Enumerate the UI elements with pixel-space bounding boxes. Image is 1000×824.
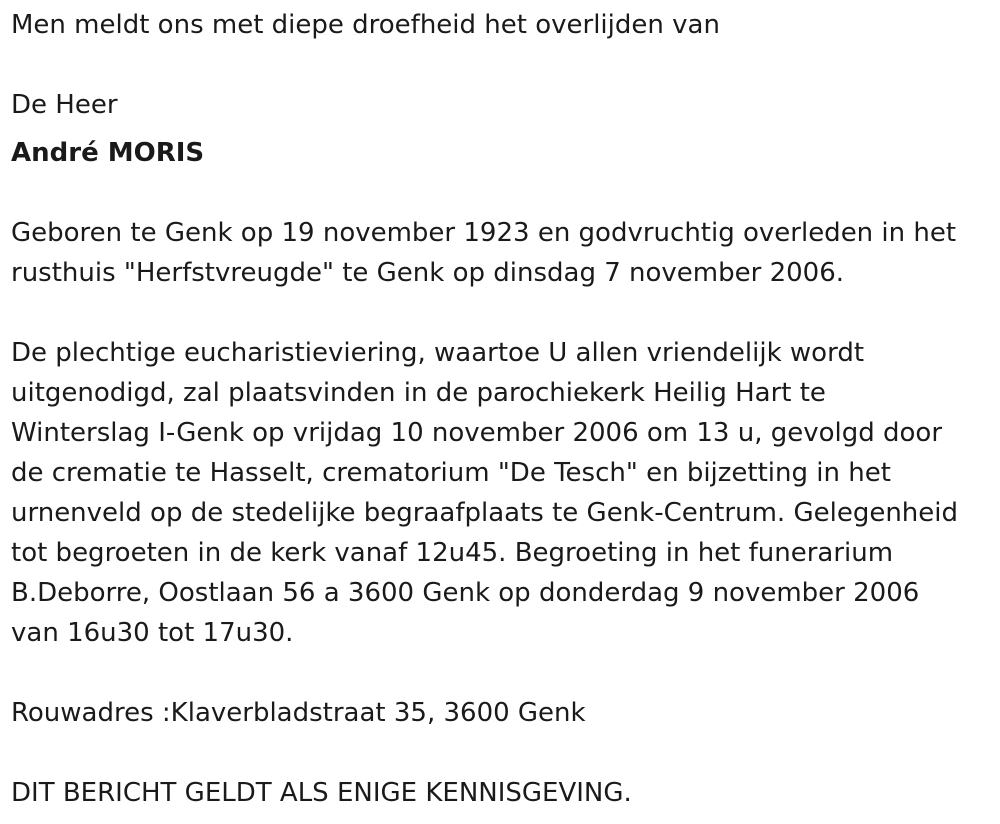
notice-text: DIT BERICHT GELDT ALS ENIGE KENNISGEVING. [11,778,632,808]
ceremony-line: urnenveld op de stedelijke begraafplaats te Genk-Centrum. Gelegenheid [11,498,958,528]
spacer [11,45,980,85]
birth-line: rusthuis "Herfstvreugde" te Genk op dinsdag 7 november 2006. [11,258,845,288]
ceremony-line: van 16u30 tot 17u30. [11,618,294,648]
spacer [11,293,980,333]
ceremony-line: Winterslag I-Genk op vrijdag 10 november 2006 om 13 u, gevolgd door [11,418,943,448]
mourning-address: Rouwadres :Klaverbladstraat 35, 3600 Genk [11,698,586,728]
intro-text: Men meldt ons met diepe droefheid het overlijden van [11,10,720,40]
spacer [11,733,980,773]
deceased-name: André MORIS [11,138,205,168]
spacer [11,125,980,133]
ceremony-line: De plechtige eucharistieviering, waartoe U allen vriendelijk wordt [11,338,865,368]
spacer [11,173,980,213]
ceremony-line: B.Deborre, Oostlaan 56 a 3600 Genk op donderdag 9 november 2006 [11,578,920,608]
ceremony-line: tot begroeten in de kerk vanaf 12u45. Begroeting in het funerarium [11,538,894,568]
birth-paragraph [11,213,980,293]
ceremony-line: uitgenodigd, zal plaatsvinden in de parochiekerk Heilig Hart te [11,378,826,408]
ceremony-line: de crematie te Hasselt, crematorium "De Tesch" en bijzetting in het [11,458,891,488]
title-prefix: De Heer [11,90,118,120]
birth-line: Geboren te Genk op 19 november 1923 en godvruchtig overleden in het [11,218,957,248]
spacer [11,653,980,693]
ceremony-paragraph [11,333,980,653]
